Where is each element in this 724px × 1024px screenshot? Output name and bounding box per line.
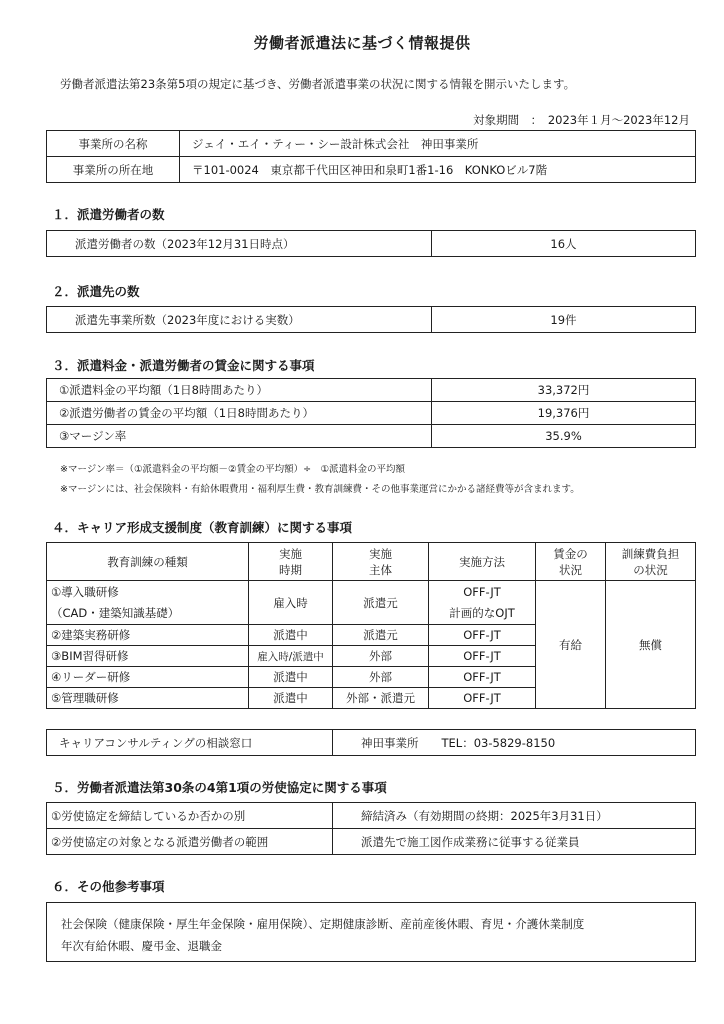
- workers-count-label: 派遣労働者の数（2023年12月31日時点）: [47, 231, 432, 257]
- fee-wage-table: [46, 378, 696, 448]
- training-timing-3: 雇入時/派遣中: [249, 646, 333, 667]
- page-title: 労働者派遣法に基づく情報提供: [253, 34, 471, 52]
- training-type-4: ④リーダー研修: [47, 667, 249, 688]
- section-6-heading: ６．その他参考事項: [52, 879, 165, 894]
- training-body-4: 外部: [333, 667, 429, 688]
- training-table: [46, 542, 696, 709]
- consultation-value: 神田事業所 TEL：03-5829-8150: [333, 730, 696, 756]
- wage-status: 有給: [536, 581, 606, 709]
- avg-wage-value: 19,376円: [432, 402, 696, 425]
- agreement-scope-label: ②労使協定の対象となる派遣労働者の範囲: [47, 829, 333, 855]
- margin-formula-note: ※マージン率＝（①派遣料金の平均額－②賃金の平均額）÷ ①派遣料金の平均額: [60, 464, 406, 475]
- avg-wage-label: ②派遣労働者の賃金の平均額（1日8時間あたり）: [47, 402, 432, 425]
- section-4-heading: ４．キャリア形成支援制度（教育訓練）に関する事項: [52, 520, 353, 535]
- table-row: [47, 581, 696, 625]
- office-name-label: 事業所の名称: [47, 131, 180, 157]
- office-address-label: 事業所の所在地: [47, 157, 180, 183]
- col-header-timing: 実施 時期: [249, 543, 333, 581]
- labor-agreement-table: [46, 802, 696, 855]
- avg-fee-label: ①派遣料金の平均額（1日8時間あたり）: [47, 379, 432, 402]
- margin-rate-label: ③マージン率: [47, 425, 432, 448]
- training-timing-2: 派遣中: [249, 625, 333, 646]
- training-body-2: 派遣元: [333, 625, 429, 646]
- other-notes-line-2: 年次有給休暇、慶弔金、退職金: [61, 939, 222, 953]
- training-type-3: ③BIM習得研修: [47, 646, 249, 667]
- training-timing-1: 雇入時: [249, 581, 333, 625]
- intro-text: 労働者派遣法第23条第5項の規定に基づき、労働者派遣事業の状況に関する情報を開示いたします。: [60, 77, 576, 91]
- agreement-status-label: ①労使協定を締結しているか否かの別: [47, 803, 333, 829]
- other-notes-box: [46, 902, 696, 962]
- training-method-1: OFF-JT 計画的なOJT: [429, 581, 536, 625]
- workers-count-table: [46, 230, 696, 257]
- col-header-cost: 訓練費負担 の状況: [606, 543, 696, 581]
- col-header-type: 教育訓練の種類: [47, 543, 249, 581]
- training-method-3: OFF-JT: [429, 646, 536, 667]
- training-body-1: 派遣元: [333, 581, 429, 625]
- training-method-5: OFF-JT: [429, 688, 536, 709]
- agreement-scope-value: 派遣先で施工図作成業務に従事する従業員: [333, 829, 696, 855]
- cost-status: 無償: [606, 581, 696, 709]
- margin-rate-value: 35.9%: [432, 425, 696, 448]
- training-method-4: OFF-JT: [429, 667, 536, 688]
- training-method-2: OFF-JT: [429, 625, 536, 646]
- training-timing-5: 派遣中: [249, 688, 333, 709]
- consultation-table: [46, 729, 696, 756]
- section-2-heading: ２．派遣先の数: [52, 284, 140, 299]
- clients-count-table: [46, 306, 696, 333]
- other-notes-line-1: 社会保険（健康保険・厚生年金保険・雇用保険）、定期健康診断、産前産後休暇、育児・介護休業制度: [61, 917, 585, 931]
- clients-count-value: 19件: [432, 307, 696, 333]
- training-body-3: 外部: [333, 646, 429, 667]
- avg-fee-value: 33,372円: [432, 379, 696, 402]
- training-type-1: ①導入職研修 （CAD・建築知識基礎）: [47, 581, 249, 625]
- margin-contents-note: ※マージンには、社会保険料・有給休暇費用・福利厚生費・教育訓練費・その他事業運営にかかる諸経費等が含まれます。: [60, 484, 580, 495]
- col-header-body: 実施 主体: [333, 543, 429, 581]
- training-body-5: 外部・派遣元: [333, 688, 429, 709]
- col-header-method: 実施方法: [429, 543, 536, 581]
- office-table: [46, 130, 696, 183]
- workers-count-value: 16人: [432, 231, 696, 257]
- office-name-value: ジェイ・エイ・ティー・シー設計株式会社 神田事業所: [180, 131, 696, 157]
- consultation-label: キャリアコンサルティングの相談窓口: [47, 730, 333, 756]
- clients-count-label: 派遣先事業所数（2023年度における実数）: [47, 307, 432, 333]
- section-5-heading: ５．労働者派遣法第30条の4第1項の労使協定に関する事項: [52, 780, 387, 795]
- agreement-status-value: 締結済み（有効期間の終期：2025年3月31日）: [333, 803, 696, 829]
- training-type-2: ②建築実務研修: [47, 625, 249, 646]
- section-3-heading: ３．派遣料金・派遣労働者の賃金に関する事項: [52, 358, 315, 373]
- col-header-wage: 賃金の 状況: [536, 543, 606, 581]
- office-address-value: 〒101-0024 東京都千代田区神田和泉町1番1-16 KONKOビル7階: [180, 157, 696, 183]
- section-1-heading: １．派遣労働者の数: [52, 207, 165, 222]
- training-type-5: ⑤管理職研修: [47, 688, 249, 709]
- training-timing-4: 派遣中: [249, 667, 333, 688]
- target-period: 対象期間 ： 2023年１月～2023年12月: [473, 113, 690, 127]
